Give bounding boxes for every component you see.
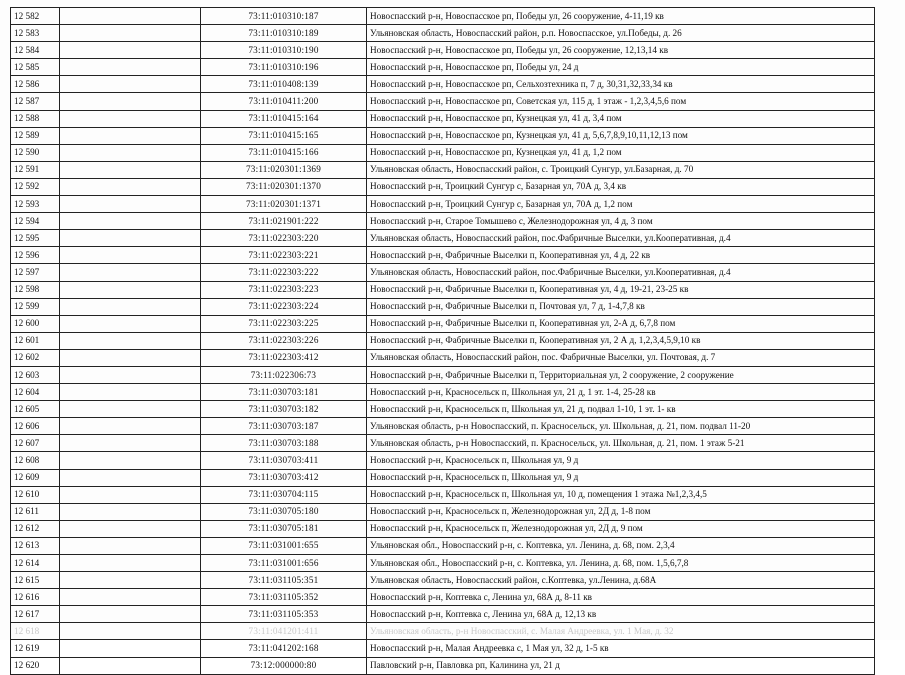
table-row bbox=[11, 8, 875, 25]
row-number-cell: 12 618 bbox=[11, 623, 60, 640]
address-cell: Новоспасский р-н, Малая Андреевка с, 1 Мая ул, 32 д, 1-5 кв bbox=[367, 640, 875, 657]
register-table bbox=[10, 7, 875, 675]
row-number-cell: 12 586 bbox=[11, 76, 60, 93]
address-cell: Новоспасский р-н, Новоспасское рп, Кузнецкая ул, 41 д, 3,4 пом bbox=[367, 110, 875, 127]
empty-cell bbox=[60, 178, 201, 195]
row-number-cell: 12 611 bbox=[11, 503, 60, 520]
row-number-cell: 12 601 bbox=[11, 332, 60, 349]
table-row bbox=[11, 349, 875, 366]
table-row bbox=[11, 281, 875, 298]
table-row bbox=[11, 161, 875, 178]
address-cell: Новоспасский р-н, Красносельск п, Железнодорожная ул, 2Д д, 9 пом bbox=[367, 520, 875, 537]
table-row bbox=[11, 401, 875, 418]
table-row bbox=[11, 25, 875, 42]
row-number-cell: 12 606 bbox=[11, 418, 60, 435]
empty-cell bbox=[60, 469, 201, 486]
table-row bbox=[11, 555, 875, 572]
cadastral-number-cell: 73:11:010408:139 bbox=[201, 76, 367, 93]
address-cell: Новоспасский р-н, Коптевка с, Ленина ул, 68А д, 8-11 кв bbox=[367, 589, 875, 606]
row-number-cell: 12 617 bbox=[11, 606, 60, 623]
table-row bbox=[11, 196, 875, 213]
empty-cell bbox=[60, 144, 201, 161]
address-cell: Ульяновская область, р-н Новоспасский, п. Красносельск, ул. Школьная, д. 21, пом. подвал 11-20 bbox=[367, 418, 875, 435]
table-row bbox=[11, 332, 875, 349]
row-number-cell: 12 590 bbox=[11, 144, 60, 161]
address-cell: Ульяновская область, Новоспасский район, пос. Фабричные Выселки, ул. Почтовая, д. 7 bbox=[367, 349, 875, 366]
empty-cell bbox=[60, 520, 201, 537]
cadastral-number-cell: 73:11:022303:225 bbox=[201, 315, 367, 332]
row-number-cell: 12 603 bbox=[11, 366, 60, 383]
table-row bbox=[11, 127, 875, 144]
empty-cell bbox=[60, 606, 201, 623]
row-number-cell: 12 585 bbox=[11, 59, 60, 76]
address-cell: Новоспасский р-н, Красносельск п, Школьная ул, 9 д bbox=[367, 452, 875, 469]
row-number-cell: 12 583 bbox=[11, 25, 60, 42]
cadastral-number-cell: 73:11:031105:352 bbox=[201, 589, 367, 606]
empty-cell bbox=[60, 486, 201, 503]
table-row bbox=[11, 486, 875, 503]
cadastral-number-cell: 73:11:010415:164 bbox=[201, 110, 367, 127]
cadastral-number-cell: 73:11:030703:188 bbox=[201, 435, 367, 452]
cadastral-number-cell: 73:11:022303:224 bbox=[201, 298, 367, 315]
cadastral-number-cell: 73:11:020301:1370 bbox=[201, 178, 367, 195]
address-cell: Новоспасский р-н, Троицкий Сунгур с, Базарная ул, 70А д, 1,2 пом bbox=[367, 196, 875, 213]
empty-cell bbox=[60, 315, 201, 332]
address-cell: Новоспасский р-н, Красносельск п, Школьная ул, 9 д bbox=[367, 469, 875, 486]
row-number-cell: 12 615 bbox=[11, 572, 60, 589]
row-number-cell: 12 599 bbox=[11, 298, 60, 315]
cadastral-number-cell: 73:11:031001:656 bbox=[201, 555, 367, 572]
table-row bbox=[11, 452, 875, 469]
address-cell: Новоспасский р-н, Коптевка с, Ленина ул, 68А д, 12,13 кв bbox=[367, 606, 875, 623]
address-cell: Новоспасский р-н, Новоспасское рп, Советская ул, 115 д, 1 этаж - 1,2,3,4,5,6 пом bbox=[367, 93, 875, 110]
cadastral-number-cell: 73:11:010310:196 bbox=[201, 59, 367, 76]
empty-cell bbox=[60, 555, 201, 572]
address-cell: Новоспасский р-н, Старое Томышево с, Железнодорожная ул, 4 д, 3 пом bbox=[367, 213, 875, 230]
row-number-cell: 12 594 bbox=[11, 213, 60, 230]
address-cell: Новоспасский р-н, Новоспасское рп, Победы ул, 24 д bbox=[367, 59, 875, 76]
address-cell: Новоспасский р-н, Фабричные Выселки п, Территориальная ул, 2 сооружение, 2 сооружение bbox=[367, 366, 875, 383]
empty-cell bbox=[60, 247, 201, 264]
table-row bbox=[11, 503, 875, 520]
address-cell: Ульяновская область, Новоспасский район, с.Коптевка, ул.Ленина, д.68А bbox=[367, 572, 875, 589]
empty-cell bbox=[60, 640, 201, 657]
empty-cell bbox=[60, 366, 201, 383]
cadastral-number-cell: 73:11:041202:168 bbox=[201, 640, 367, 657]
cadastral-number-cell: 73:11:020301:1371 bbox=[201, 196, 367, 213]
table-row bbox=[11, 110, 875, 127]
row-number-cell: 12 596 bbox=[11, 247, 60, 264]
table-row bbox=[11, 589, 875, 606]
table-row bbox=[11, 247, 875, 264]
cadastral-number-cell: 73:11:022303:412 bbox=[201, 349, 367, 366]
table-row bbox=[11, 213, 875, 230]
cadastral-number-cell: 73:11:010310:190 bbox=[201, 42, 367, 59]
empty-cell bbox=[60, 127, 201, 144]
cadastral-number-cell: 73:11:030703:182 bbox=[201, 401, 367, 418]
address-cell: Новоспасский р-н, Фабричные Выселки п, Почтовая ул, 7 д, 1-4,7,8 кв bbox=[367, 298, 875, 315]
cadastral-number-cell: 73:11:030705:181 bbox=[201, 520, 367, 537]
row-number-cell: 12 619 bbox=[11, 640, 60, 657]
empty-cell bbox=[60, 537, 201, 554]
address-cell: Новоспасский р-н, Новоспасское рп, Победы ул, 26 сооружение, 4-11,19 кв bbox=[367, 8, 875, 25]
table-row bbox=[11, 537, 875, 554]
row-number-cell: 12 595 bbox=[11, 230, 60, 247]
table-row bbox=[11, 520, 875, 537]
address-cell: Ульяновская область, Новоспасский район, с. Троицкий Сунгур, ул.Базарная, д. 70 bbox=[367, 161, 875, 178]
address-cell: Ульяновская область, р-н Новоспасский, п. Красносельск, ул. Школьная, д. 21, пом. 1 этаж 5-21 bbox=[367, 435, 875, 452]
table-row bbox=[11, 230, 875, 247]
row-number-cell: 12 616 bbox=[11, 589, 60, 606]
table-row bbox=[11, 657, 875, 674]
empty-cell bbox=[60, 281, 201, 298]
row-number-cell: 12 620 bbox=[11, 657, 60, 674]
empty-cell bbox=[60, 161, 201, 178]
empty-cell bbox=[60, 401, 201, 418]
empty-cell bbox=[60, 25, 201, 42]
address-cell: Новоспасский р-н, Красносельск п, Школьная ул, 21 д, подвал 1-10, 1 эт. 1- кв bbox=[367, 401, 875, 418]
row-number-cell: 12 597 bbox=[11, 264, 60, 281]
row-number-cell: 12 605 bbox=[11, 401, 60, 418]
table-row bbox=[11, 315, 875, 332]
empty-cell bbox=[60, 349, 201, 366]
row-number-cell: 12 589 bbox=[11, 127, 60, 144]
address-cell: Павловский р-н, Павловка рп, Калинина ул, 21 д bbox=[367, 657, 875, 674]
table-row bbox=[11, 366, 875, 383]
address-cell: Новоспасский р-н, Новоспасское рп, Кузнецкая ул, 41 д, 1,2 пом bbox=[367, 144, 875, 161]
address-cell: Новоспасский р-н, Новоспасское рп, Победы ул, 26 сооружение, 12,13,14 кв bbox=[367, 42, 875, 59]
table-row bbox=[11, 606, 875, 623]
cadastral-number-cell: 73:11:022303:222 bbox=[201, 264, 367, 281]
row-number-cell: 12 609 bbox=[11, 469, 60, 486]
row-number-cell: 12 591 bbox=[11, 161, 60, 178]
cadastral-number-cell: 73:11:030703:412 bbox=[201, 469, 367, 486]
cadastral-number-cell: 73:11:021901:222 bbox=[201, 213, 367, 230]
address-cell: Ульяновская область, Новоспасский район, пос.Фабричные Выселки, ул.Кооперативная, д.4 bbox=[367, 230, 875, 247]
cadastral-number-cell: 73:11:022306:73 bbox=[201, 366, 367, 383]
empty-cell bbox=[60, 213, 201, 230]
cadastral-number-cell: 73:12:000000:80 bbox=[201, 657, 367, 674]
address-cell: Новоспасский р-н, Фабричные Выселки п, Кооперативная ул, 2-А д, 6,7,8 пом bbox=[367, 315, 875, 332]
cadastral-number-cell: 73:11:030703:187 bbox=[201, 418, 367, 435]
cadastral-number-cell: 73:11:010415:165 bbox=[201, 127, 367, 144]
empty-cell bbox=[60, 384, 201, 401]
address-cell: Новоспасский р-н, Красносельск п, Школьная ул, 10 д, помещения 1 этажа №1,2,3,4,5 bbox=[367, 486, 875, 503]
table-row bbox=[11, 264, 875, 281]
empty-cell bbox=[60, 8, 201, 25]
cadastral-number-cell: 73:11:010310:189 bbox=[201, 25, 367, 42]
table-row bbox=[11, 59, 875, 76]
row-number-cell: 12 602 bbox=[11, 349, 60, 366]
empty-cell bbox=[60, 657, 201, 674]
empty-cell bbox=[60, 623, 201, 640]
cadastral-number-cell: 73:11:031001:655 bbox=[201, 537, 367, 554]
empty-cell bbox=[60, 230, 201, 247]
address-cell: Новоспасский р-н, Красносельск п, Железнодорожная ул, 2Д д, 1-8 пом bbox=[367, 503, 875, 520]
table-row bbox=[11, 384, 875, 401]
row-number-cell: 12 593 bbox=[11, 196, 60, 213]
table-row bbox=[11, 76, 875, 93]
cadastral-number-cell: 73:11:010310:187 bbox=[201, 8, 367, 25]
empty-cell bbox=[60, 42, 201, 59]
address-cell: Новоспасский р-н, Новоспасское рп, Сельхозтехника п, 7 д, 30,31,32,33,34 кв bbox=[367, 76, 875, 93]
empty-cell bbox=[60, 196, 201, 213]
row-number-cell: 12 588 bbox=[11, 110, 60, 127]
table-row bbox=[11, 623, 875, 640]
row-number-cell: 12 604 bbox=[11, 384, 60, 401]
table-row bbox=[11, 640, 875, 657]
empty-cell bbox=[60, 332, 201, 349]
row-number-cell: 12 584 bbox=[11, 42, 60, 59]
table-row bbox=[11, 93, 875, 110]
table-row bbox=[11, 469, 875, 486]
row-number-cell: 12 600 bbox=[11, 315, 60, 332]
cadastral-number-cell: 73:11:022303:223 bbox=[201, 281, 367, 298]
table-row bbox=[11, 418, 875, 435]
empty-cell bbox=[60, 76, 201, 93]
register-table-body bbox=[11, 8, 875, 675]
address-cell: Ульяновская область, Новоспасский район, пос.Фабричные Выселки, ул.Кооперативная, д.4 bbox=[367, 264, 875, 281]
cadastral-number-cell: 73:11:030705:180 bbox=[201, 503, 367, 520]
empty-cell bbox=[60, 59, 201, 76]
address-cell: Новоспасский р-н, Фабричные Выселки п, Кооперативная ул, 4 д, 22 кв bbox=[367, 247, 875, 264]
row-number-cell: 12 608 bbox=[11, 452, 60, 469]
table-row bbox=[11, 298, 875, 315]
table-row bbox=[11, 572, 875, 589]
row-number-cell: 12 612 bbox=[11, 520, 60, 537]
table-row bbox=[11, 178, 875, 195]
row-number-cell: 12 613 bbox=[11, 537, 60, 554]
address-cell: Новоспасский р-н, Новоспасское рп, Кузнецкая ул, 41 д, 5,6,7,8,9,10,11,12,13 пом bbox=[367, 127, 875, 144]
cadastral-number-cell: 73:11:010411:200 bbox=[201, 93, 367, 110]
empty-cell bbox=[60, 264, 201, 281]
cadastral-number-cell: 73:11:030704:115 bbox=[201, 486, 367, 503]
row-number-cell: 12 614 bbox=[11, 555, 60, 572]
row-number-cell: 12 592 bbox=[11, 178, 60, 195]
empty-cell bbox=[60, 110, 201, 127]
row-number-cell: 12 582 bbox=[11, 8, 60, 25]
table-row bbox=[11, 435, 875, 452]
empty-cell bbox=[60, 589, 201, 606]
empty-cell bbox=[60, 418, 201, 435]
empty-cell bbox=[60, 93, 201, 110]
row-number-cell: 12 607 bbox=[11, 435, 60, 452]
table-row bbox=[11, 42, 875, 59]
address-cell: Ульяновская область, р-н Новоспасский, с. Малая Андреевка, ул. 1 Мая, д. 32 bbox=[367, 623, 875, 640]
empty-cell bbox=[60, 452, 201, 469]
row-number-cell: 12 587 bbox=[11, 93, 60, 110]
row-number-cell: 12 598 bbox=[11, 281, 60, 298]
cadastral-number-cell: 73:11:041201:411 bbox=[201, 623, 367, 640]
cadastral-number-cell: 73:11:030703:411 bbox=[201, 452, 367, 469]
table-row bbox=[11, 144, 875, 161]
cadastral-number-cell: 73:11:030703:181 bbox=[201, 384, 367, 401]
address-cell: Новоспасский р-н, Троицкий Сунгур с, Базарная ул, 70А д, 3,4 кв bbox=[367, 178, 875, 195]
address-cell: Ульяновская область, Новоспасский район, р.п. Новоспасское, ул.Победы, д. 26 bbox=[367, 25, 875, 42]
cadastral-number-cell: 73:11:031105:353 bbox=[201, 606, 367, 623]
address-cell: Ульяновская обл., Новоспасский р-н, с. Коптевка, ул. Ленина, д. 68, пом. 1,5,6,7,8 bbox=[367, 555, 875, 572]
address-cell: Новоспасский р-н, Фабричные Выселки п, Кооперативная ул, 2 А д, 1,2,3,4,5,9,10 кв bbox=[367, 332, 875, 349]
empty-cell bbox=[60, 435, 201, 452]
row-number-cell: 12 610 bbox=[11, 486, 60, 503]
address-cell: Новоспасский р-н, Фабричные Выселки п, Кооперативная ул, 4 д, 19-21, 23-25 кв bbox=[367, 281, 875, 298]
address-cell: Новоспасский р-н, Красносельск п, Школьная ул, 21 д, 1 эт. 1-4, 25-28 кв bbox=[367, 384, 875, 401]
cadastral-number-cell: 73:11:022303:221 bbox=[201, 247, 367, 264]
cadastral-number-cell: 73:11:020301:1369 bbox=[201, 161, 367, 178]
cadastral-number-cell: 73:11:031105:351 bbox=[201, 572, 367, 589]
cadastral-number-cell: 73:11:022303:226 bbox=[201, 332, 367, 349]
empty-cell bbox=[60, 572, 201, 589]
empty-cell bbox=[60, 298, 201, 315]
cadastral-number-cell: 73:11:022303:220 bbox=[201, 230, 367, 247]
address-cell: Ульяновская обл., Новоспасский р-н, с. Коптевка, ул. Ленина, д. 68, пом. 2,3,4 bbox=[367, 537, 875, 554]
empty-cell bbox=[60, 503, 201, 520]
cadastral-number-cell: 73:11:010415:166 bbox=[201, 144, 367, 161]
